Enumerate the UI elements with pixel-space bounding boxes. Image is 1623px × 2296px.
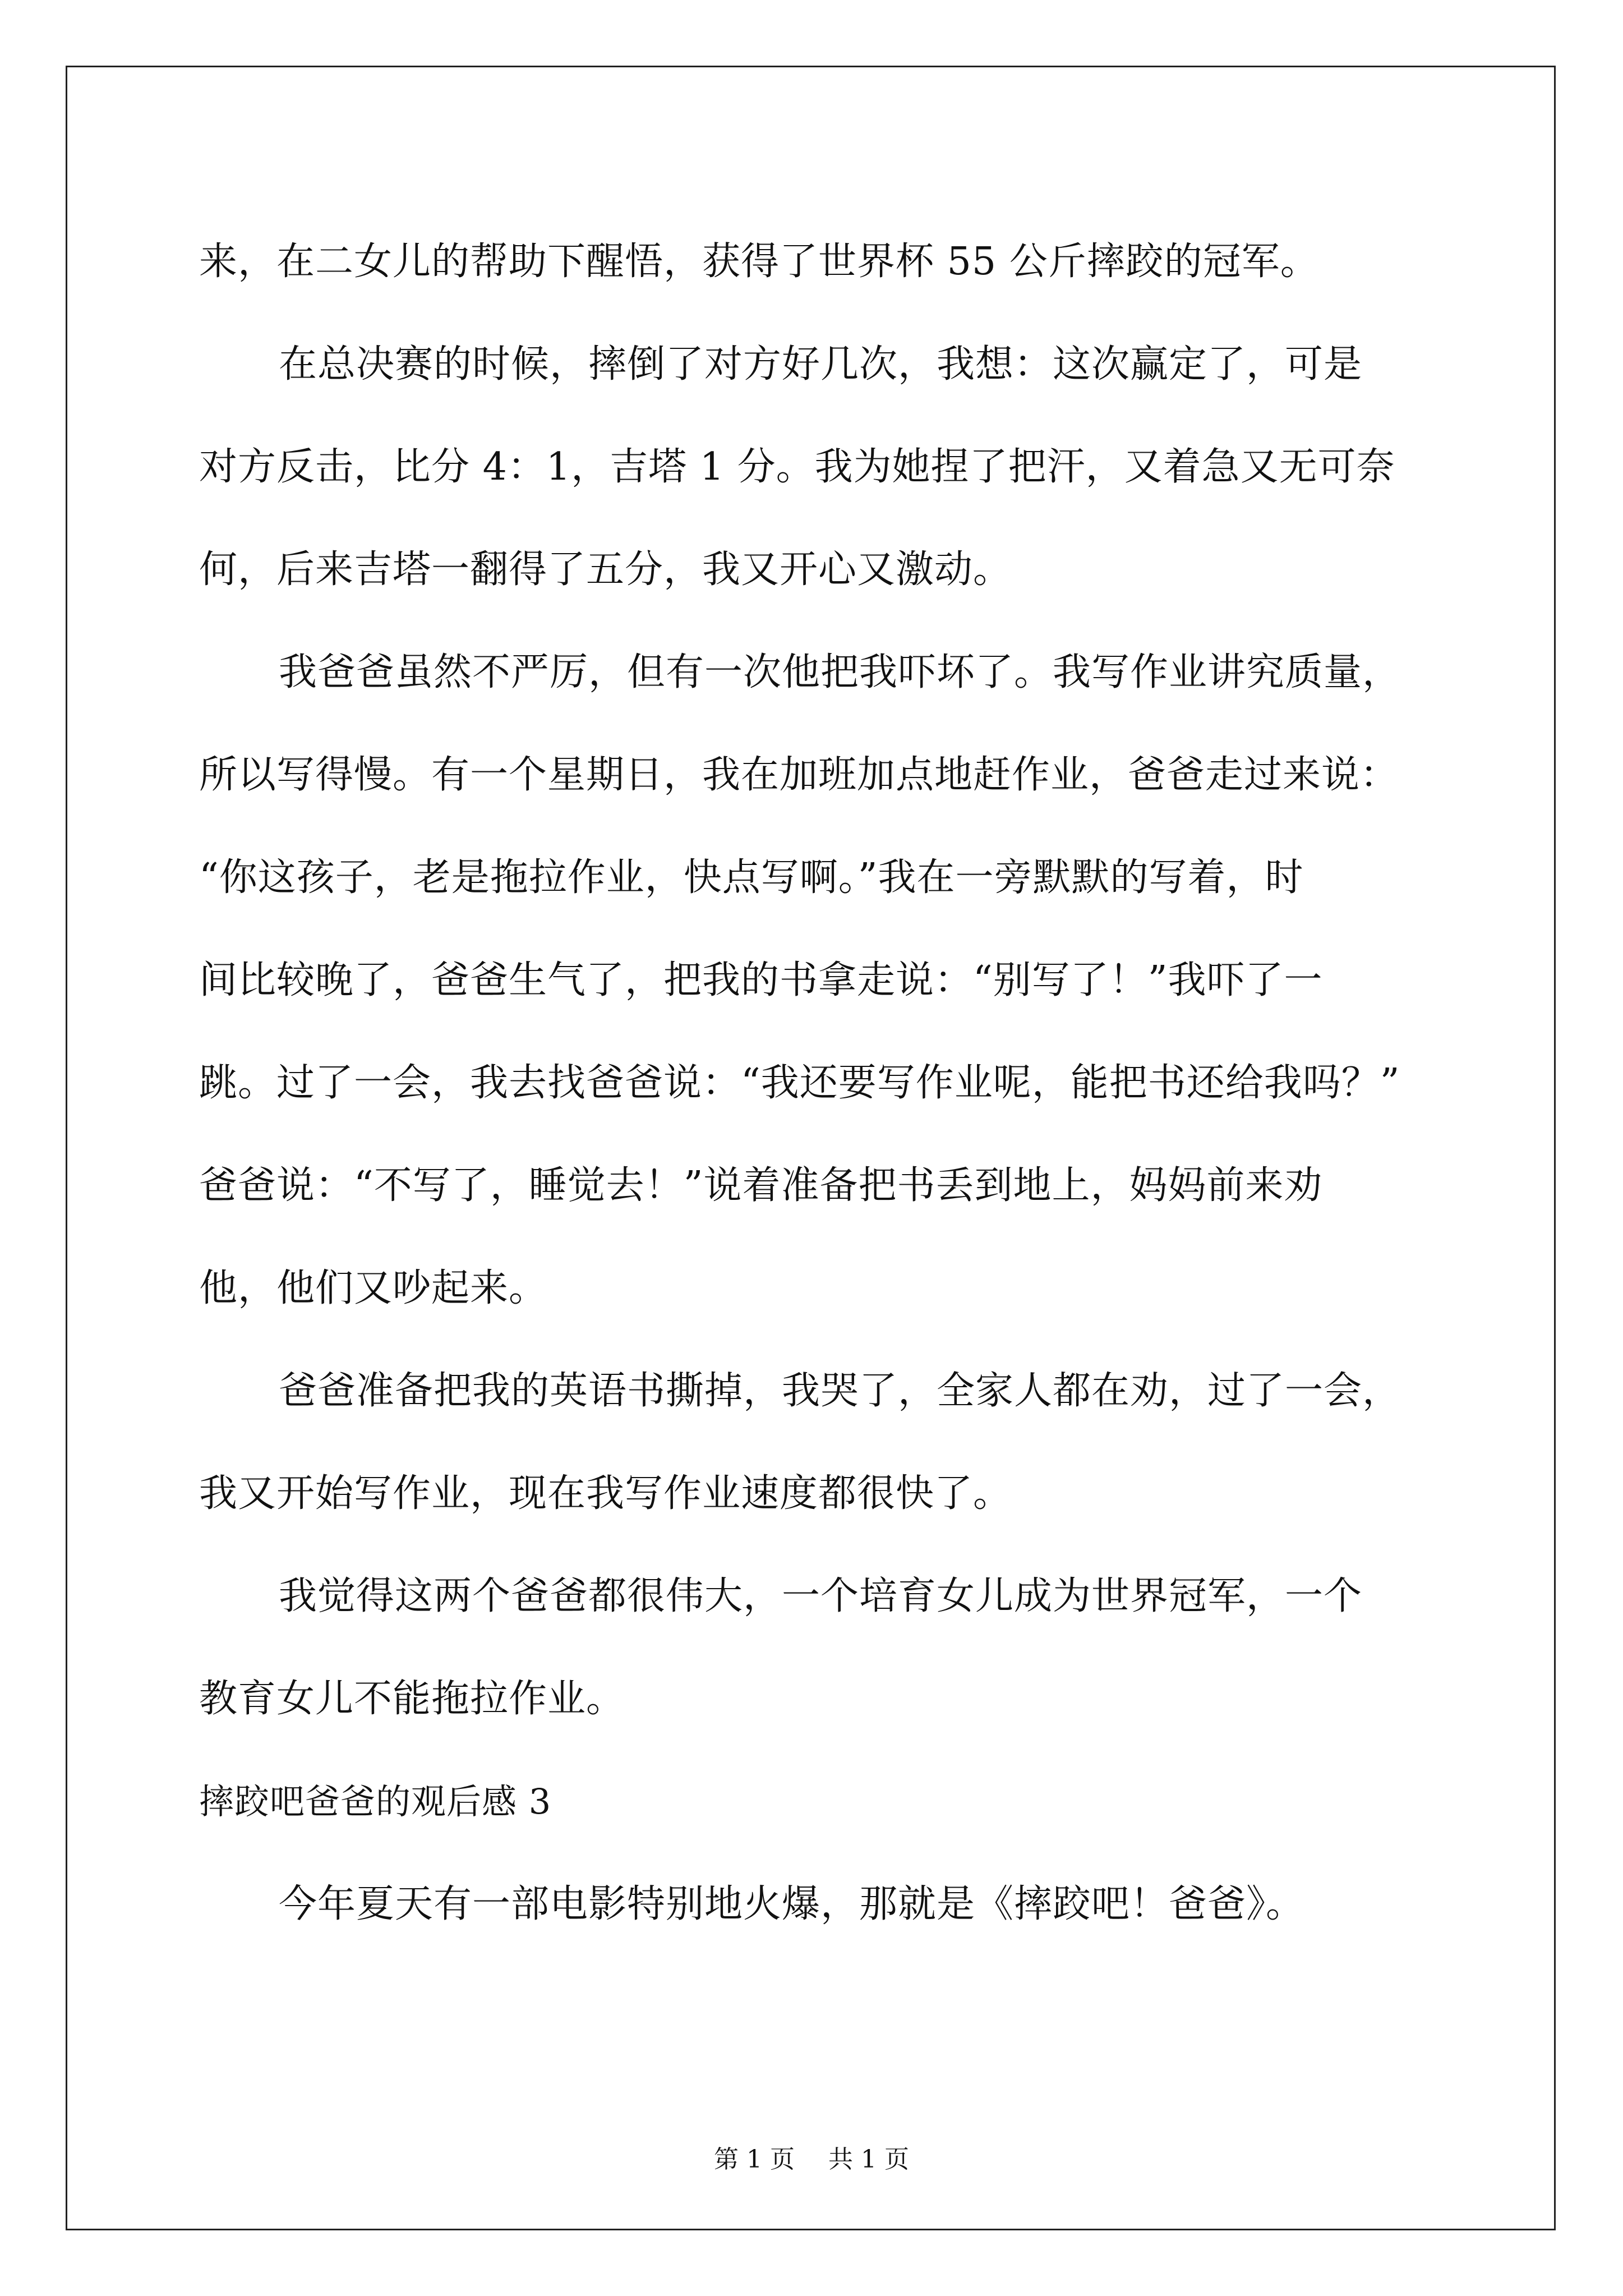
text-line: 来，在二女儿的帮助下醒悟，获得了世界杯 55 公斤摔跤的冠军。 <box>199 240 1319 284</box>
text-line: 所以写得慢。有一个星期日，我在加班加点地赶作业，爸爸走过来说： <box>199 753 1399 797</box>
text-line: 我觉得这两个爸爸都很伟大，一个培育女儿成为世界冠军，一个 <box>279 1574 1363 1618</box>
section-heading: 摔跤吧爸爸的观后感 3 <box>199 1781 552 1822</box>
document-body <box>199 210 1433 1955</box>
page-number-current: 第 1 页 <box>714 2145 795 2174</box>
text-line: 跳。过了一会，我去找爸爸说：“我还要写作业呢，能把书还给我吗？” <box>199 1061 1400 1105</box>
text-line: 间比较晚了，爸爸生气了，把我的书拿走说：“别写了！”我吓了一 <box>199 958 1323 1002</box>
page-number-total: 共 1 页 <box>828 2145 909 2174</box>
text-line: 对方反击，比分 4：1，吉塔 1 分。我为她捏了把汗，又着急又无可奈 <box>199 445 1395 489</box>
text-line: 教育女儿不能拖拉作业。 <box>199 1677 625 1721</box>
text-line: 爸爸说：“不写了，睡觉去！”说着准备把书丢到地上，妈妈前来劝 <box>199 1163 1323 1208</box>
text-line: 他，他们又吵起来。 <box>199 1266 548 1310</box>
page-footer <box>0 2143 1623 2177</box>
text-line: 爸爸准备把我的英语书撕掉，我哭了，全家人都在劝，过了一会， <box>279 1369 1401 1413</box>
text-line: 今年夏天有一部电影特别地火爆，那就是《摔跤吧！爸爸》。 <box>279 1882 1305 1926</box>
text-line: 我又开始写作业，现在我写作业速度都很快了。 <box>199 1471 1012 1516</box>
text-line: 在总决赛的时候，摔倒了对方好几次，我想：这次赢定了，可是 <box>279 342 1363 386</box>
text-line: 我爸爸虽然不严厉，但有一次他把我吓坏了。我写作业讲究质量， <box>279 650 1401 694</box>
text-line: “你这孩子，老是拖拉作业，快点写啊。”我在一旁默默的写着，时 <box>199 855 1304 900</box>
text-line: 何，后来吉塔一翻得了五分，我又开心又激动。 <box>199 547 1012 592</box>
